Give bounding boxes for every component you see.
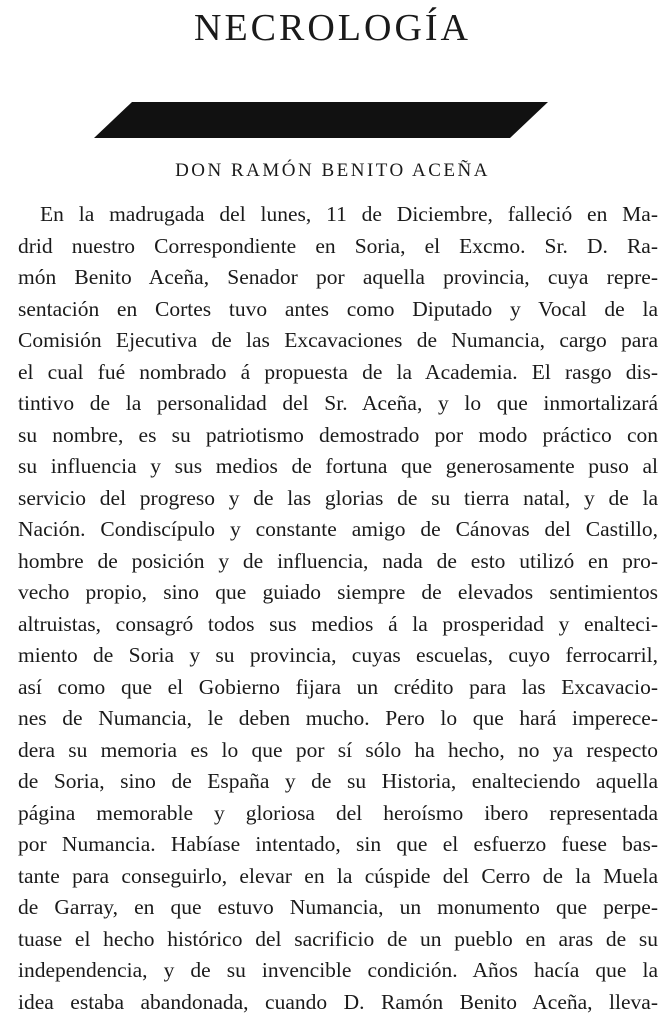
text-line: servicio del progreso y de las glorias de su tierra natal, y de la (18, 483, 658, 515)
text-line: tante para conseguirlo, elevar en la cúspide del Cerro de la Muela (18, 861, 658, 893)
text-line: nes de Numancia, le deben mucho. Pero lo que hará imperece- (18, 703, 658, 735)
article-body (18, 199, 658, 1018)
text-line: món Benito Aceña, Senador por aquella provincia, cuya repre- (18, 262, 658, 294)
text-line: así como que el Gobierno fijara un crédito para las Excavacio- (18, 672, 658, 704)
article-title: DON RAMÓN BENITO ACEÑA (0, 158, 665, 184)
text-line: su nombre, es su patriotismo demostrado por modo práctico con (18, 420, 658, 452)
text-line: el cual fué nombrado á propuesta de la Academia. El rasgo dis- (18, 357, 658, 389)
text-line: tuase el hecho histórico del sacrificio de un pueblo en aras de su (18, 924, 658, 956)
text-line: hombre de posición y de influencia, nada de esto utilizó en pro- (18, 546, 658, 578)
text-line: independencia, y de su invencible condición. Años hacía que la (18, 955, 658, 987)
text-line: de Garray, en que estuvo Numancia, un monumento que perpe- (18, 892, 658, 924)
text-line: por Numancia. Habíase intentado, sin que el esfuerzo fuese bas- (18, 829, 658, 861)
text-line: vecho propio, sino que guiado siempre de elevados sentimientos (18, 577, 658, 609)
text-line: Comisión Ejecutiva de las Excavaciones de Numancia, cargo para (18, 325, 658, 357)
text-line: sentación en Cortes tuvo antes como Diputado y Vocal de la (18, 294, 658, 326)
text-line: página memorable y gloriosa del heroísmo ibero representada (18, 798, 658, 830)
text-line: En la madrugada del lunes, 11 de Diciembre, falleció en Ma- (18, 199, 658, 231)
text-line: drid nuestro Correspondiente en Soria, el Excmo. Sr. D. Ra- (18, 231, 658, 263)
text-line: dera su memoria es lo que por sí sólo ha hecho, no ya respecto (18, 735, 658, 767)
section-title: NECROLOGÍA (0, 6, 665, 50)
decorative-rule-bar (94, 102, 548, 138)
text-line: miento de Soria y su provincia, cuyas escuelas, cuyo ferrocarril, (18, 640, 658, 672)
text-line: de Soria, sino de España y de su Historia, enalteciendo aquella (18, 766, 658, 798)
text-line: Nación. Condiscípulo y constante amigo de Cánovas del Castillo, (18, 514, 658, 546)
decorative-rule (0, 100, 665, 140)
text-line: idea estaba abandonada, cuando D. Ramón Benito Aceña, lleva- (18, 987, 658, 1018)
text-line: tintivo de la personalidad del Sr. Aceña, y lo que inmortalizará (18, 388, 658, 420)
text-line: altruistas, consagró todos sus medios á la prosperidad y enalteci- (18, 609, 658, 641)
text-line: su influencia y sus medios de fortuna que generosamente puso al (18, 451, 658, 483)
